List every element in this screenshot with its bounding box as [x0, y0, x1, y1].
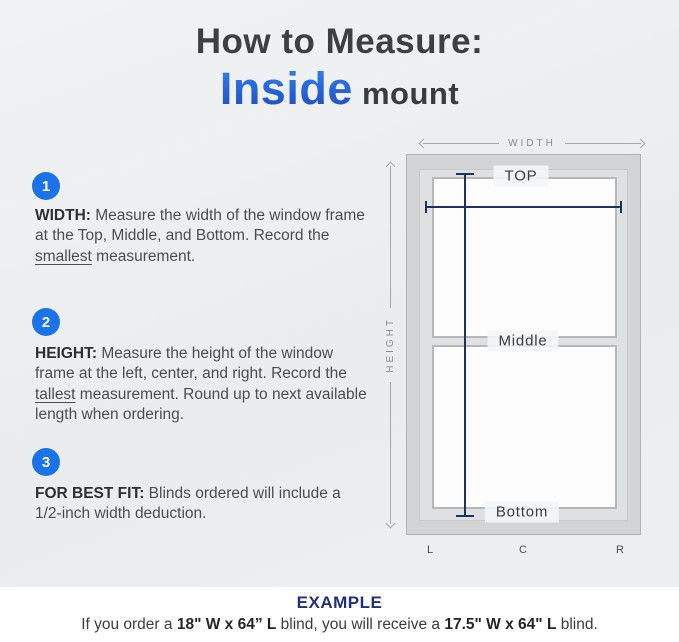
- example-text: [0, 616, 679, 634]
- step-2-text: [35, 344, 371, 426]
- middle-position-label: Middle: [488, 331, 559, 352]
- title-rest: mount: [352, 75, 460, 111]
- right-marker-label: R: [616, 544, 625, 556]
- height-measure-cap-bottom: [456, 515, 474, 517]
- dimension-line: [423, 143, 499, 144]
- width-dimension-arrow: [420, 136, 644, 150]
- step-1-text: [35, 206, 371, 267]
- width-measure-cap-left: [425, 201, 427, 213]
- left-marker-label: L: [427, 544, 435, 556]
- example-heading: EXAMPLE: [296, 593, 383, 612]
- height-dimension-label: HEIGHT: [384, 317, 396, 373]
- dimension-line: [565, 143, 641, 144]
- title-line-2: [0, 62, 679, 114]
- example-section: [0, 587, 679, 642]
- width-measure-cap-right: [620, 201, 622, 213]
- window-pane-upper: [432, 177, 617, 338]
- width-measure-line: [426, 206, 621, 208]
- height-measure-cap-top: [456, 173, 474, 175]
- height-dimension-arrow: [382, 163, 398, 527]
- width-dimension-label: WIDTH: [508, 137, 556, 149]
- text-segment: blind, you will receive a: [276, 616, 445, 633]
- step-3-badge: 3: [32, 448, 60, 476]
- title-highlight: Inside: [219, 62, 353, 114]
- text-segment: WIDTH:: [35, 207, 96, 224]
- height-measure-line: [464, 174, 466, 517]
- window-pane-lower: [432, 345, 617, 509]
- text-segment: 18" W x 64” L: [176, 616, 277, 633]
- text-segment: 17.5" W x 64" L: [444, 616, 557, 633]
- text-segment: Measure the width of the window frame at the Top, Middle, and Bottom. Record the: [35, 207, 365, 245]
- arrow-up-icon: [385, 162, 395, 172]
- title-line-1: How to Measure:: [195, 22, 484, 61]
- text-segment: HEIGHT:: [35, 345, 102, 362]
- top-position-label: TOP: [494, 166, 549, 187]
- dimension-line: [390, 382, 391, 524]
- text-segment: measurement. Round up to next available length when ordering.: [35, 385, 367, 424]
- text-segment: measurement.: [91, 247, 196, 265]
- text-segment: Measure the height of the window frame at the left, center, and right. Record the: [35, 345, 347, 383]
- center-marker-label: C: [519, 544, 528, 556]
- text-segment: If you order a: [81, 616, 177, 633]
- step-3-text: [35, 484, 371, 525]
- page-title: [0, 24, 679, 112]
- arrow-down-icon: [385, 519, 395, 529]
- text-segment: blind.: [556, 616, 598, 633]
- step-2-badge: 2: [32, 308, 60, 336]
- text-segment: FOR BEST FIT:: [35, 485, 149, 502]
- text-segment: Blinds ordered will include a 1/2-inch width deduction.: [35, 485, 341, 523]
- step-1-badge: 1: [32, 172, 60, 200]
- arrow-left-icon: [419, 138, 429, 148]
- dimension-line: [390, 166, 391, 308]
- text-segment: smallest: [35, 247, 92, 265]
- text-segment: tallest: [35, 385, 76, 403]
- bottom-position-label: Bottom: [485, 502, 559, 523]
- arrow-right-icon: [636, 138, 646, 148]
